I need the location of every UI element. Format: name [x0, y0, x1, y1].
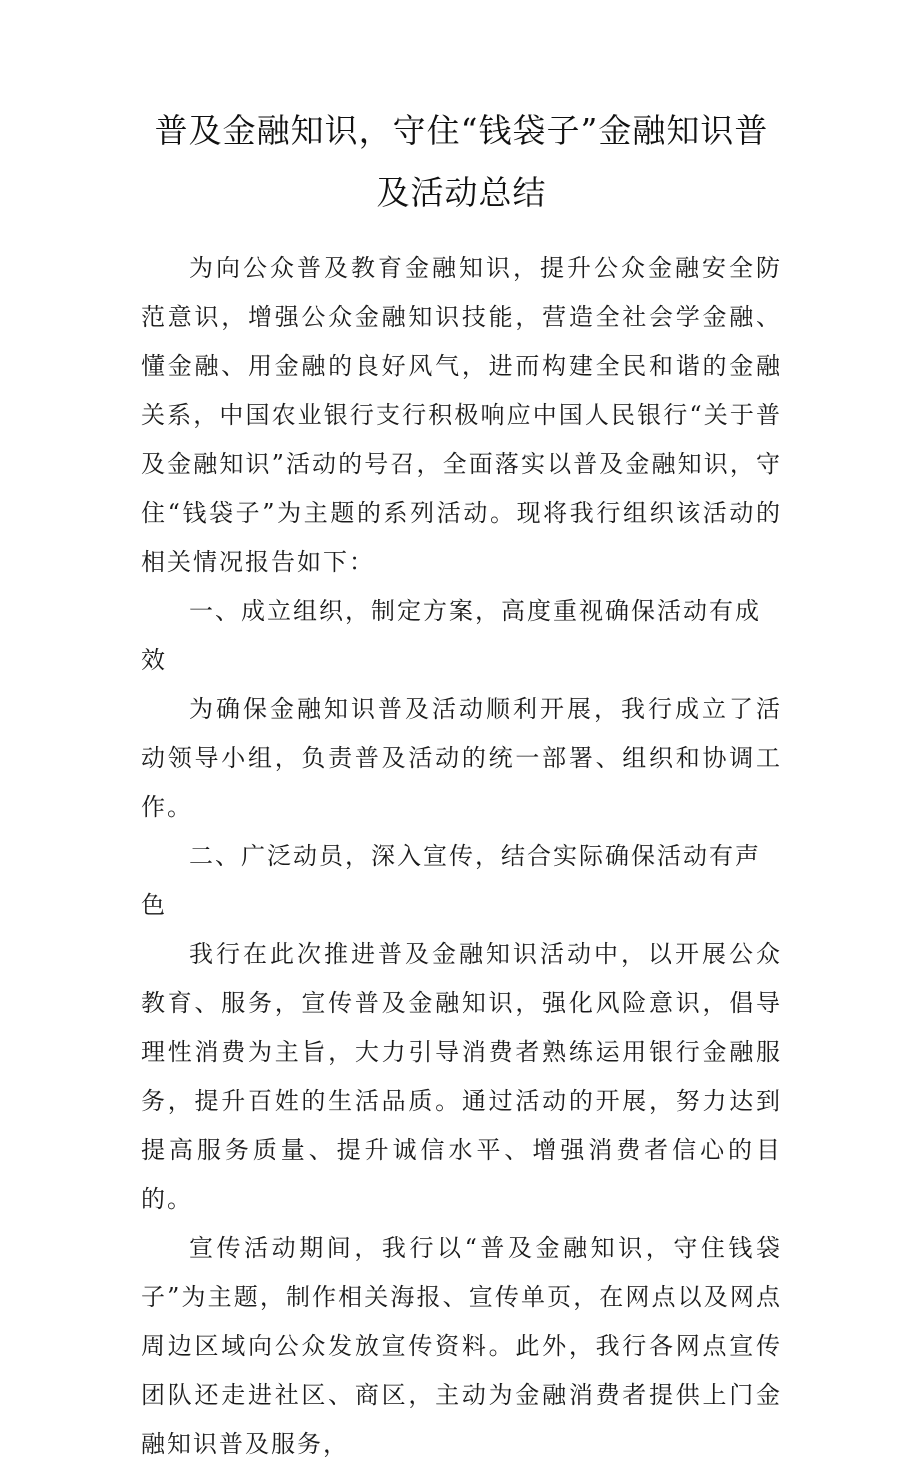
title-line-1: 普及金融知识，守住“钱袋子”金融知识普 [154, 111, 769, 150]
paragraph-section-1: 为确保金融知识普及活动顺利开展，我行成立了活动领导小组，负责普及活动的统一部署、组织和协调工作。 [141, 695, 782, 821]
title-line-2: 及活动总结 [376, 173, 547, 212]
document-title [141, 100, 782, 224]
paragraph-intro: 为向公众普及教育金融知识，提升公众金融安全防范意识，增强公众金融知识技能，营造全社会学金融、懂金融、用金融的良好风气，进而构建全民和谐的金融关系，中国农业银行支行积极响应中国人民银行“关于普及金融知识”活动的号召，全面落实以普及金融知识，守住“钱袋子”为主题的系列活动。现将我行组织该活动的相关情况报告如下： [141, 254, 782, 576]
paragraph-section-2b: 宣传活动期间，我行以“普及金融知识，守住钱袋子”为主题，制作相关海报、宣传单页，在网点以及网点周边区域向公众发放宣传资料。此外，我行各网点宣传团队还走进社区、商区，主动为金融消费者提供上门金融知识普及服务， [141, 1234, 782, 1458]
section-heading-2: 二、广泛动员，深入宣传，结合实际确保活动有声色 [141, 842, 761, 919]
section-heading-1: 一、成立组织，制定方案，高度重视确保活动有成效 [141, 597, 761, 674]
document-body [141, 244, 782, 1469]
paragraph-section-2a: 我行在此次推进普及金融知识活动中，以开展公众教育、服务，宣传普及金融知识，强化风险意识，倡导理性消费为主旨，大力引导消费者熟练运用银行金融服务，提升百姓的生活品质。通过活动的开展，努力达到提高服务质量、提升诚信水平、增强消费者信心的目的。 [141, 940, 782, 1213]
